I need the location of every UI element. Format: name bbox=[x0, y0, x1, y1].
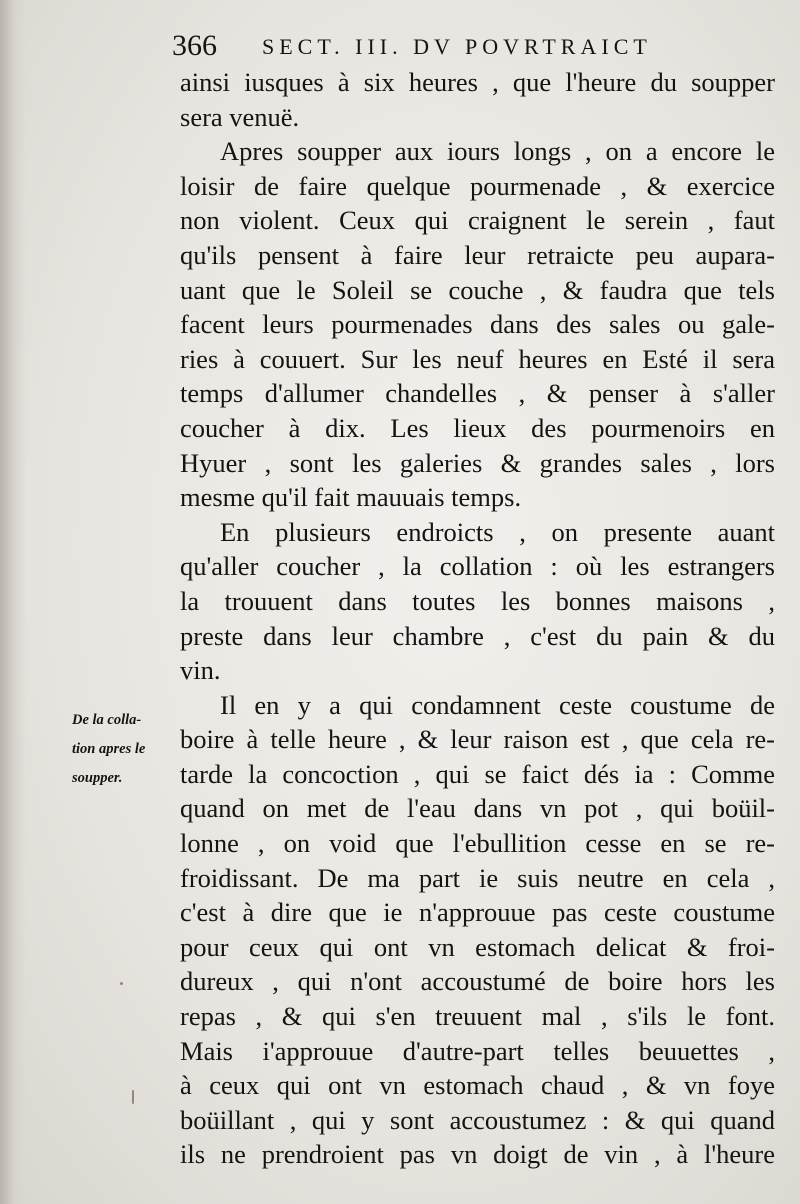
text-line: sera venuë. bbox=[180, 101, 300, 132]
text-line: preste dans leur chambre , c'est du pain & du bbox=[180, 620, 775, 651]
text-line: Hyuer , sont les galeries & grandes sales , lors bbox=[180, 447, 775, 478]
text-line: coucher à dix. Les lieux des pourmenoirs en bbox=[180, 412, 775, 443]
text-line: vin. bbox=[180, 655, 221, 686]
text-line: la trouuent dans toutes les bonnes maisons , bbox=[180, 585, 775, 616]
text-line: repas , & qui s'en treuuent mal , s'ils le font. bbox=[180, 1001, 775, 1032]
marginal-note-line: tion apres le bbox=[72, 741, 146, 757]
text-line: temps d'allumer chandelles , & penser à s'aller bbox=[180, 378, 775, 409]
text-line: quand on met de l'eau dans vn pot , qui boüil- bbox=[180, 793, 775, 824]
text-line: pour ceux qui ont vn estomach delicat & froi- bbox=[180, 931, 775, 962]
text-line: Apres soupper aux iours longs , on a encore le bbox=[220, 136, 775, 167]
text-line: ainsi iusques à six heures , que l'heure du soupper bbox=[180, 67, 775, 97]
text-line: ils ne prendroient pas vn doigt de vin , à l'heure bbox=[180, 1139, 775, 1170]
text-line: c'est à dire que ie n'approuue pas ceste coustume bbox=[180, 897, 775, 928]
text-line: qu'aller coucher , la collation : où les estrangers bbox=[180, 551, 775, 582]
text-line: tarde la concoction , qui se faict dés ia : Comme bbox=[180, 758, 775, 789]
text-line: uant que le Soleil se couche , & faudra que tels bbox=[180, 274, 775, 305]
text-line: Mais i'approuue d'autre-part telles beuuettes , bbox=[180, 1035, 775, 1066]
text-line: Il en y a qui condamnent ceste coustume de bbox=[220, 689, 775, 720]
text-line: loisir de faire quelque pourmenade , & exercice bbox=[180, 170, 775, 201]
page-number: 366 bbox=[172, 29, 217, 62]
body-text bbox=[180, 65, 775, 1172]
text-line: froidissant. De ma part ie suis neutre en cela , bbox=[180, 862, 775, 893]
text-line: qu'ils pensent à faire leur retraicte peu aupara- bbox=[180, 239, 775, 270]
paper-speck bbox=[132, 1090, 134, 1104]
marginal-note-line: soupper. bbox=[72, 770, 123, 786]
page-header bbox=[172, 26, 692, 66]
text-line: ries à couuert. Sur les neuf heures en Esté il sera bbox=[180, 343, 775, 374]
marginal-note-line: De la colla- bbox=[72, 712, 142, 728]
text-line: boüillant , qui y sont accoustumez : & qui quand bbox=[180, 1104, 775, 1135]
text-line: non violent. Ceux qui craignent le serein , faut bbox=[180, 205, 775, 236]
paper-speck bbox=[120, 982, 123, 985]
text-line: facent leurs pourmenades dans des sales ou gale- bbox=[180, 309, 775, 340]
marginal-note bbox=[72, 706, 182, 793]
text-line: lonne , on void que l'ebullition cesse en se re- bbox=[180, 828, 775, 859]
text-line: boire à telle heure , & leur raison est , que cela re- bbox=[180, 724, 775, 755]
text-line: mesme qu'il fait mauuais temps. bbox=[180, 482, 522, 513]
text-line: dureux , qui n'ont accoustumé de boire hors les bbox=[180, 966, 775, 997]
text-line: à ceux qui ont vn estomach chaud , & vn foye bbox=[180, 1070, 775, 1101]
page-gutter-shadow bbox=[0, 0, 26, 1204]
text-line: En plusieurs endroicts , on presente auant bbox=[220, 516, 775, 547]
running-head: SECT. III. DV POVRTRAICT bbox=[262, 34, 652, 59]
